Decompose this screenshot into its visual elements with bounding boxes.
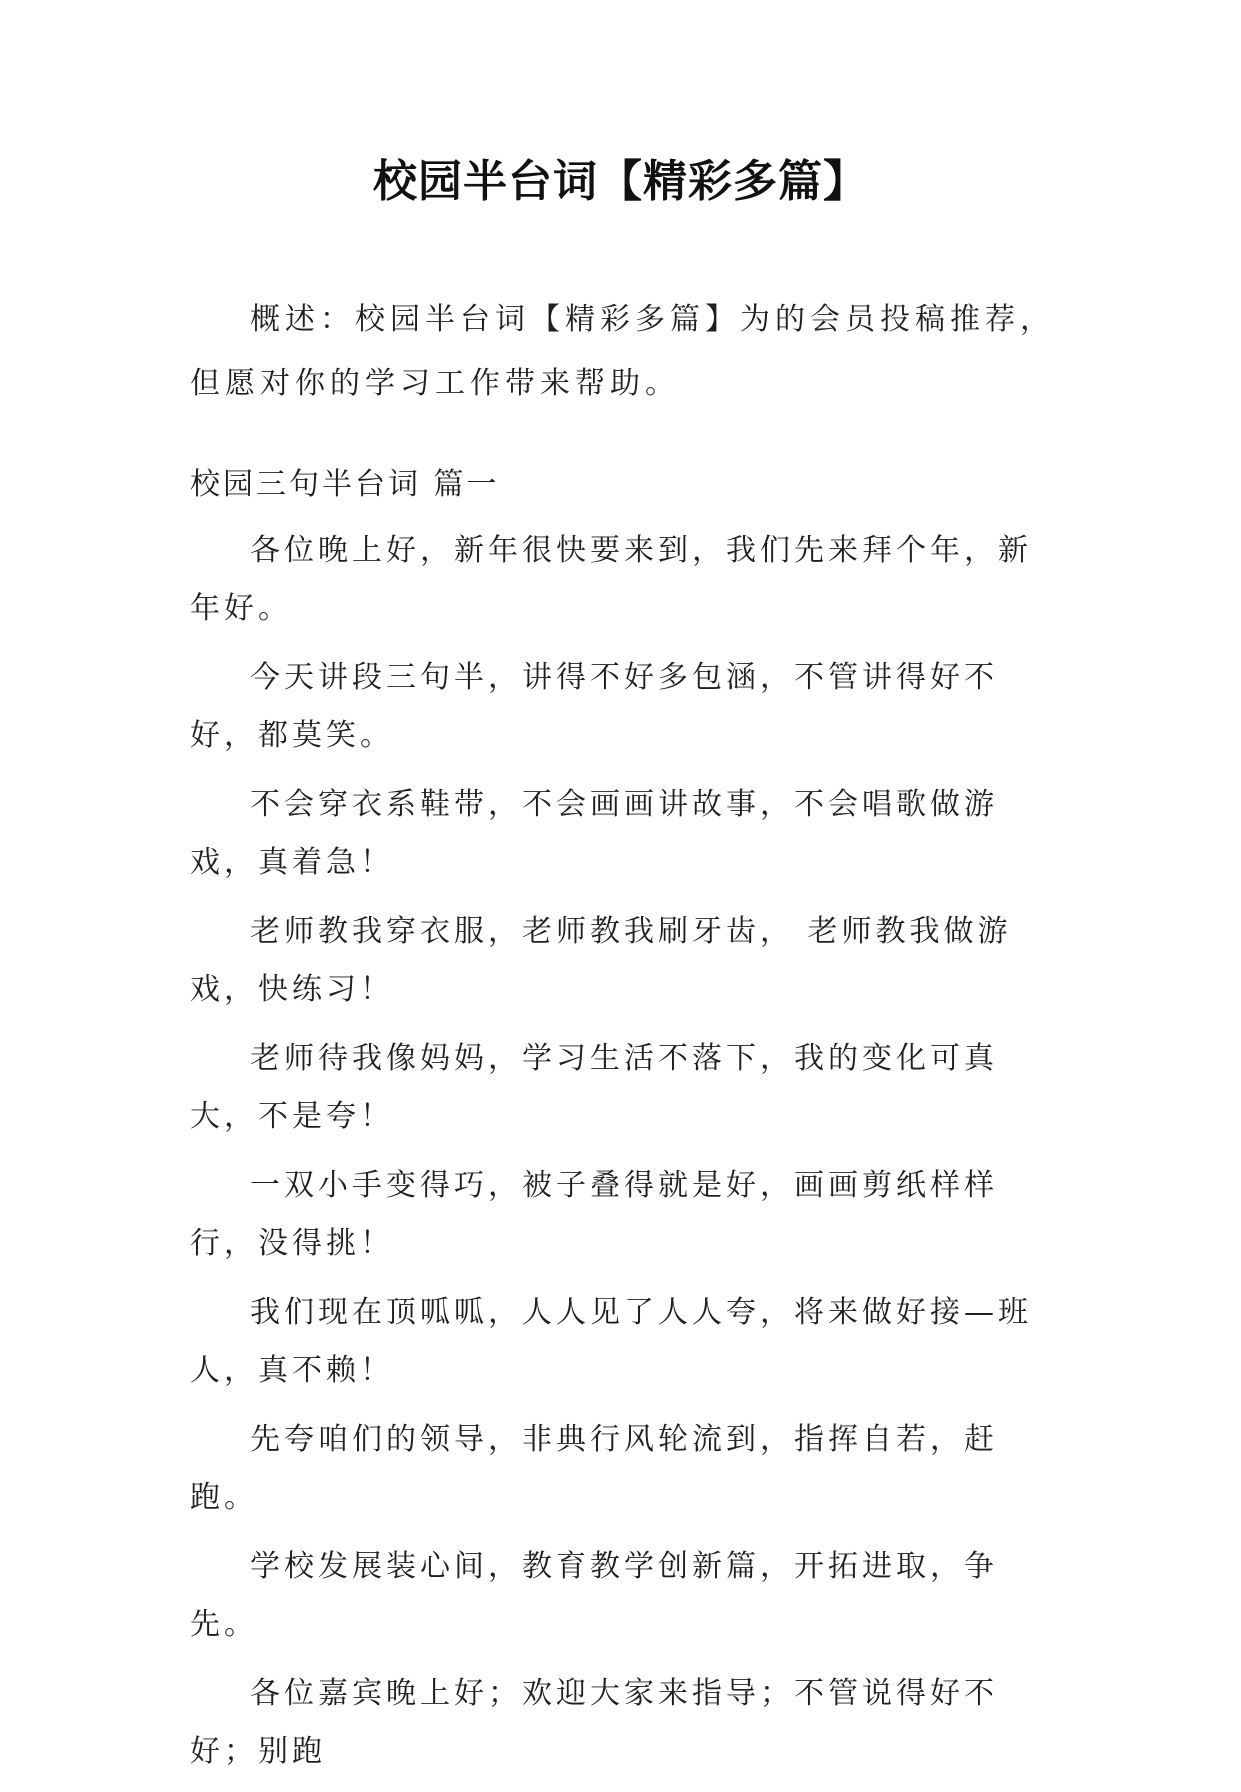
document-title: 校园半台词【精彩多篇】	[373, 156, 868, 207]
stanza-paragraph: 不会穿衣系鞋带，不会画画讲故事，不会唱歌做游戏，真着急！	[190, 787, 998, 880]
stanza-paragraph: 老师教我穿衣服，老师教我刷牙齿， 老师教我做游戏，快练习！	[190, 914, 1012, 1007]
summary-paragraph: 概述：校园半台词【精彩多篇】为的会员投稿推荐，但愿对你的学习工作带来帮助。	[190, 302, 1055, 401]
stanza-paragraph: 各位嘉宾晚上好；欢迎大家来指导；不管说得好不好；别跑	[190, 1676, 998, 1769]
stanza-paragraph: 先夸咱们的领导，非典行风轮流到，指挥自若，赶跑。	[190, 1422, 998, 1515]
stanza-paragraph: 今天讲段三句半，讲得不好多包涵，不管讲得好不好，都莫笑。	[190, 660, 998, 753]
stanza-paragraph: 我们现在顶呱呱，人人见了人人夸，将来做好接—班人，真不赖！	[190, 1295, 1032, 1388]
stanza-list	[190, 522, 1060, 1792]
stanza-paragraph: 一双小手变得巧，被子叠得就是好，画画剪纸样样行，没得挑！	[190, 1168, 998, 1261]
stanza-paragraph: 老师待我像妈妈，学习生活不落下，我的变化可真大，不是夸！	[190, 1041, 998, 1134]
stanza-paragraph: 各位晚上好，新年很快要来到，我们先来拜个年，新年好。	[190, 533, 1032, 626]
stanza-paragraph: 学校发展装心间，教育教学创新篇，开拓进取，争先。	[190, 1549, 998, 1642]
section-heading: 校园三句半台词 篇一	[190, 467, 500, 502]
